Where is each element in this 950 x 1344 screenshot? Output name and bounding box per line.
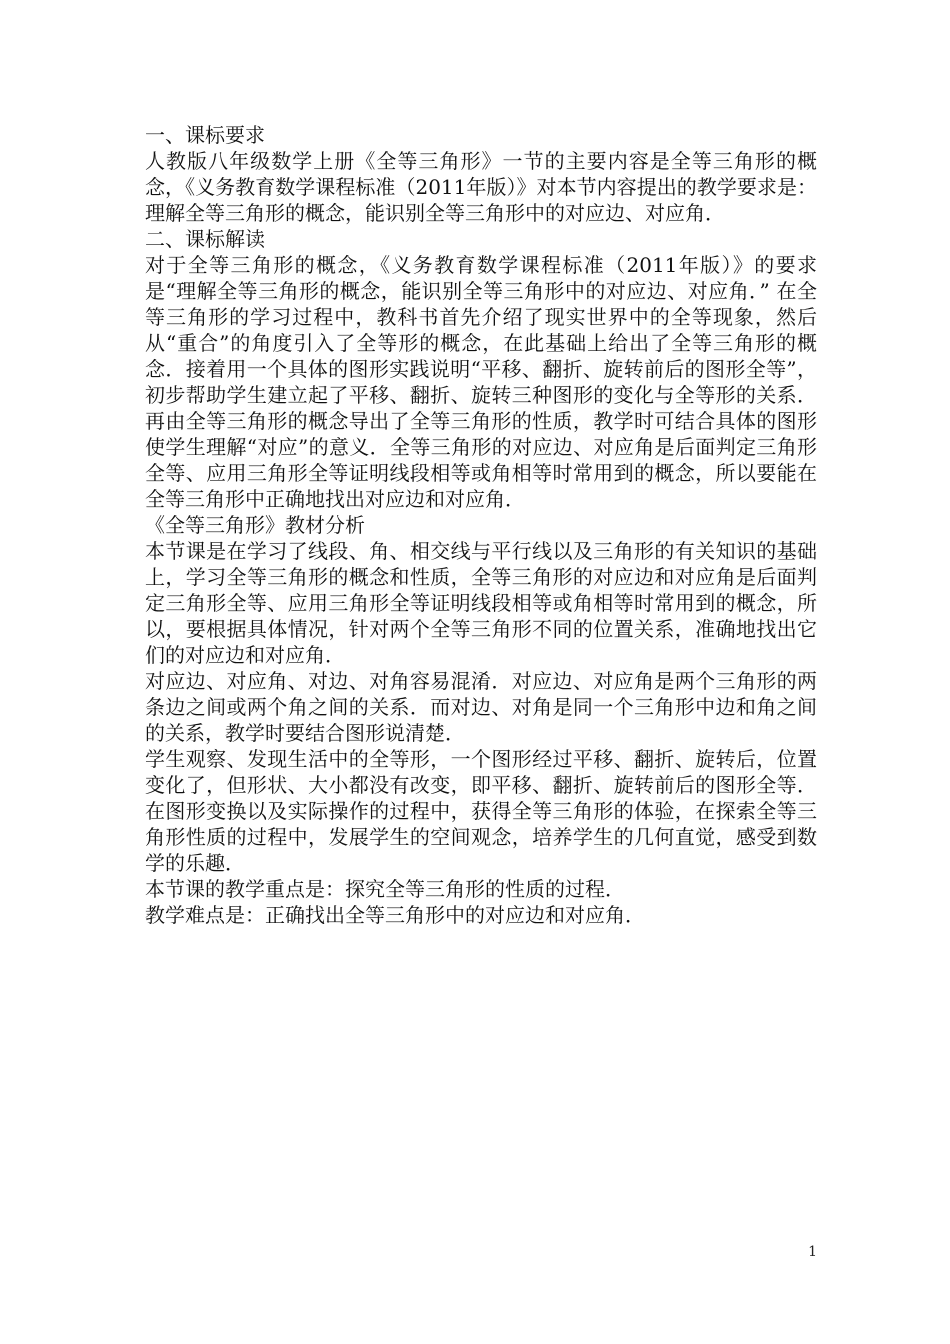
- paragraph-curriculum-requirements: 人教版八年级数学上册《全等三角形》一节的主要内容是全等三角形的概念，《义务教育数学课程标准（2011年版）》对本节内容提出的教学要求是：理解全等三角形的概念，能识别全等三角形中的对应边、对应角．: [145, 149, 817, 225]
- section-heading-curriculum-interpretation: 二、课标解读: [145, 227, 265, 251]
- paragraph-teaching-difficulty: 教学难点是：正确找出全等三角形中的对应边和对应角．: [145, 903, 645, 927]
- page-number: 1: [808, 1244, 817, 1260]
- paragraph-textbook-analysis-2: 对应边、对应角、对边、对角容易混淆．对应边、对应角是两个三角形的两条边之间或两个角之间的关系．而对边、对角是同一个三角形中边和角之间的关系，教学时要结合图形说清楚．: [145, 669, 817, 745]
- paragraph-curriculum-interpretation: 对于全等三角形的概念，《义务教育数学课程标准（2011年版）》的要求是“理解全等三角形的概念，能识别全等三角形中的对应边、对应角．” 在全等三角形的学习过程中，教科书首先介绍了现实世界中的全等现象，然后从“重合”的角度引入了全等形的概念，在此基础上给出了全等三角形的概念．接着用一个具体的图形实践说明“平移、翻折、旋转前后的图形全等”，初步帮助学生建立起了平移、翻折、旋转三种图形的变化与全等形的关系．再由全等三角形的概念导出了全等三角形的性质，教学时可结合具体的图形使学生理解“对应”的意义．全等三角形的对应边、对应角是后面判定三角形全等、应用三角形全等证明线段相等或角相等时常用到的概念，所以要能在全等三角形中正确地找出对应边和对应角．: [145, 253, 817, 511]
- section-heading-curriculum-requirements: 一、课标要求: [145, 123, 265, 147]
- paragraph-teaching-focus: 本节课的教学重点是：探究全等三角形的性质的过程．: [145, 877, 625, 901]
- document-body: [145, 122, 817, 928]
- paragraph-textbook-analysis-3: 学生观察、发现生活中的全等形，一个图形经过平移、翻折、旋转后，位置变化了，但形状、大小都没有改变，即平移、翻折、旋转前后的图形全等．在图形变换以及实际操作的过程中，获得全等三角形的体验，在探索全等三角形性质的过程中，发展学生的空间观念，培养学生的几何直觉，感受到数学的乐趣．: [145, 747, 817, 875]
- paragraph-textbook-analysis-1: 本节课是在学习了线段、角、相交线与平行线以及三角形的有关知识的基础上，学习全等三角形的概念和性质，全等三角形的对应边和对应角是后面判定三角形全等、应用三角形全等证明线段相等或角相等时常用到的概念，所以，要根据具体情况，针对两个全等三角形不同的位置关系，准确地找出它们的对应边和对应角．: [145, 539, 817, 667]
- section-heading-textbook-analysis: 《全等三角形》教材分析: [145, 513, 365, 537]
